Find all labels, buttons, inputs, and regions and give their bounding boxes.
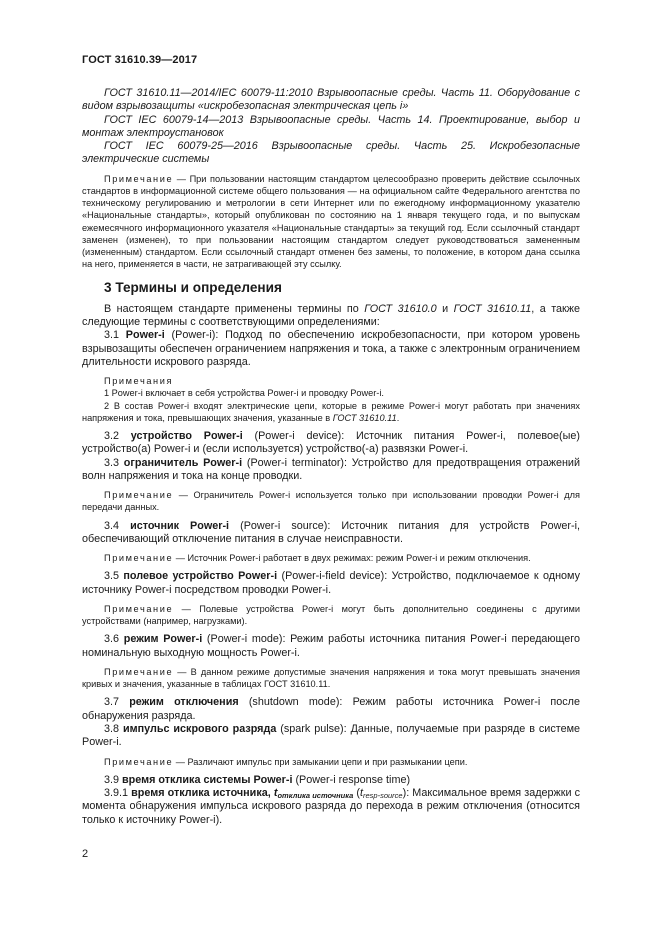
ref-link: ГОСТ 31610.0: [364, 302, 437, 315]
term-3-6: 3.6 режим Power-i (Power-i mode): Режим работы источника питания Power-i передающего номинальную выходную мощность Power-i.: [82, 633, 580, 659]
term-3-9: 3.9 время отклика системы Power-i (Power-i response time): [104, 773, 411, 786]
note-item: 2 В состав Power-i входят электрические цепи, которые в режиме Power-i могут работать при значениях напряжения и тока, превышающих значения, указанные в ГОСТ 31610.11.: [82, 400, 580, 423]
section-heading: 3 Термины и определения: [104, 280, 282, 296]
term-3-9-1: 3.9.1 время отклика источника, $t_{отклика источника}$ $(t_{resp-source})$: Максимальное время задержки с момента обнаружения импульса искрового разряда до перехода в режим отключения (относится только к источнику Power-i).: [82, 787, 580, 826]
term-3-1: 3.1 Power-i (Power-i): Подход по обеспечению искробезопасности, при котором уровень взрывозащиты обеспечен ограничением напряжения и тока, а также с электронным ограничением длительности искрового разряда.: [82, 329, 580, 368]
term-symbol-en: $t_{resp-source}$: [359, 787, 403, 801]
term-3-2: 3.2 устройство Power-i (Power-i device): Источник питания Power-i, полевое(ые) устройство(а) Power-i и (если используется) устройство(-а) развязки Power-i.: [82, 430, 580, 456]
ref-link: ГОСТ 31610.11: [332, 412, 397, 423]
term-3-3: 3.3 ограничитель Power-i (Power-i terminator): Устройство для предотвращения отражений волн напряжения и тока на конце проводки.: [82, 456, 580, 482]
document-header: ГОСТ 31610.39—2017: [82, 54, 198, 66]
term-3-5: 3.5 полевое устройство Power-i (Power-i-field device): Устройство, подключаемое к одному источнику Power-i посредством проводки Power-i.: [82, 570, 580, 596]
page-number: 2: [82, 848, 89, 860]
term-3-7: 3.7 режим отключения (shutdown mode): Режим работы источника Power-i после обнаружения разряда.: [82, 696, 580, 722]
term-3-8: 3.8 импульс искрового разряда (spark pulse): Данные, получаемые при разряде в системе Power-i.: [82, 722, 580, 749]
term-3-4: 3.4 источник Power-i (Power-i source): Источник питания для устройств Power-i, обеспечивающий отключение питания в случае неисправности.: [82, 519, 580, 545]
ref-link: ГОСТ 31610.11: [453, 302, 532, 315]
term-name: время отклика источника,: [131, 787, 274, 800]
normative-ref-item: ГОСТ IEC 60079-14—2013 Взрывоопасные среды. Часть 14. Проектирование, выбор и монтаж электроустановок: [82, 113, 580, 139]
section-intro: В настоящем стандарте применены термины по ГОСТ 31610.0 и ГОСТ 31610.11, а также следующие термины с соответствующими определениями:: [82, 302, 580, 328]
note-text: — При пользовании настоящим стандартом целесообразно проверить действие ссылочных стандартов в информационной системе общего пользования — на официальном сайте Федерального агентства по техническому регулированию и метрологии в сети Интернет или по ежегодному информационному указателю «Национальные стандарты», который опубликован по состоянию на 1 января текущего года, и по выпускам ежемесячного информационного указателя «Национальные стандарты» за текущий год. Если ссылочный стандарт заменен (изменен), то при пользовании настоящим стандартом следует руководствоваться замененным (измененным) стандартом. Если ссылочный стандарт отменен без замены, то положение, в котором дана ссылка на него, применяется в части, не затрагивающей эту ссылку.: [82, 173, 580, 270]
term-name: импульс искрового разряда: [122, 722, 277, 735]
term-symbol: $t_{отклика источника}$: [273, 787, 354, 801]
note-item: 1 Power-i включает в себя устройства Power-i и проводку Power-i.: [104, 388, 384, 399]
page-content: [82, 87, 580, 827]
note-reference-standards: [82, 173, 580, 271]
note-label: Примечание: [104, 173, 174, 184]
note-3-4: Примечание — Источник Power-i работает в двух режимах: режим Power-i и режим отключения.: [104, 553, 531, 564]
normative-ref-item: ГОСТ IEC 60079-25—2016 Взрывоопасные среды. Часть 25. Искробезопасные электрические системы: [82, 140, 580, 166]
normative-ref-item: ГОСТ 31610.11—2014/IEC 60079-11:2010 Взрывоопасные среды. Часть 11. Оборудование с видом взрывозащиты «искробезопасная электрическая цепь i»: [82, 87, 580, 113]
term-name: Power-i: [125, 329, 165, 342]
note-3-3: Примечание — Ограничитель Power-i используется только при использовании проводки Power-i для передачи данных.: [82, 490, 580, 513]
term-name: режим отключения: [129, 696, 239, 709]
term-name: время отклика системы Power-i: [122, 773, 293, 786]
note-3-6: Примечание — В данном режиме допустимые значения напряжения и тока могут превышать значения кривых и значения, указанные в таблицах ГОСТ 31610.11.: [82, 666, 580, 690]
term-name: устройство Power-i: [130, 430, 243, 442]
term-name: полевое устройство Power-i: [123, 570, 278, 583]
notes-label: Примечания: [104, 376, 174, 387]
term-name: режим Power-i: [123, 633, 203, 646]
term-name: источник Power-i: [130, 519, 230, 532]
term-name: ограничитель Power-i: [123, 456, 243, 469]
note-3-8: Примечание — Различают импульс при замыкании цепи и при размыкании цепи.: [104, 756, 468, 767]
note-3-5: Примечание — Полевые устройства Power-i могут быть дополнительно соединены с другими устройствами (например, нагрузками).: [82, 603, 580, 627]
